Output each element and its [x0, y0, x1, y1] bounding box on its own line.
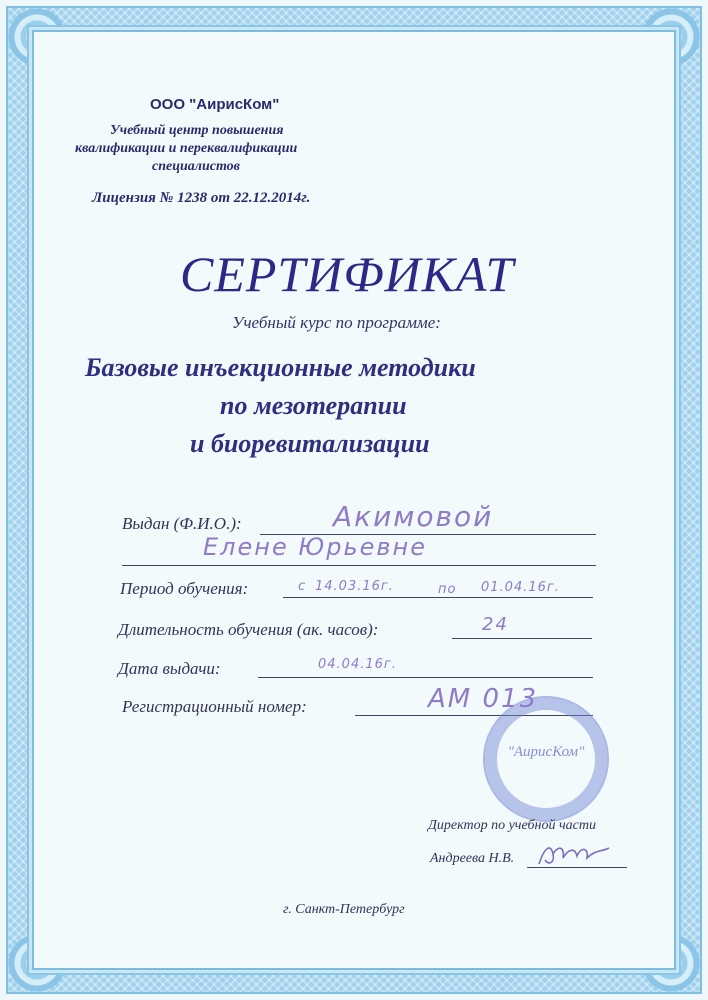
organization-line-2: квалификации и переквалификации: [75, 141, 298, 156]
period-label: Период обучения:: [120, 579, 249, 598]
issue-date-value: 04.04.16г.: [318, 657, 397, 672]
period-to: 01.04.16г.: [481, 580, 560, 595]
license-number: Лицензия № 1238 от 22.12.2014г.: [92, 190, 311, 206]
period-underline: [283, 597, 593, 598]
course-title-line-3: и биоревитализации: [190, 429, 430, 458]
issue-date-label: Дата выдачи:: [118, 659, 221, 678]
issue-date-underline: [258, 677, 593, 678]
certificate-title: СЕРТИФИКАТ: [180, 246, 515, 302]
duration-label: Длительность обучения (ак. часов):: [118, 620, 379, 639]
duration-value: 24: [482, 614, 509, 635]
course-subtitle: Учебный курс по программе:: [232, 313, 441, 332]
period-to-prefix: по: [438, 582, 457, 597]
director-name: Андреева Н.В.: [430, 851, 515, 866]
issued-to-surname: Акимовой: [333, 500, 494, 533]
director-title: Директор по учебной части: [428, 818, 597, 833]
issued-to-name-underline: [122, 565, 596, 566]
period-from: 14.03.16г.: [315, 579, 394, 594]
company-seal: [483, 696, 609, 822]
course-title-line-2: по мезотерапии: [220, 391, 407, 420]
period-from-prefix: с: [298, 579, 307, 594]
organization-line-1: Учебный центр повышения: [110, 123, 284, 138]
registration-number-label: Регистрационный номер:: [122, 697, 307, 716]
issued-to-name: Елене Юрьевне: [203, 533, 428, 561]
city: г. Санкт-Петербург: [283, 902, 405, 917]
organization-name: ООО "АирисКом": [150, 96, 280, 113]
duration-underline: [452, 638, 592, 639]
registration-number-value: АМ 013: [428, 684, 539, 714]
organization-line-3: специалистов: [152, 159, 240, 174]
issued-to-label: Выдан (Ф.И.О.):: [122, 514, 242, 533]
course-title-line-1: Базовые инъекционные методики: [85, 353, 476, 382]
seal-company-name: "АирисКом": [507, 744, 585, 760]
director-signature: [535, 840, 615, 870]
